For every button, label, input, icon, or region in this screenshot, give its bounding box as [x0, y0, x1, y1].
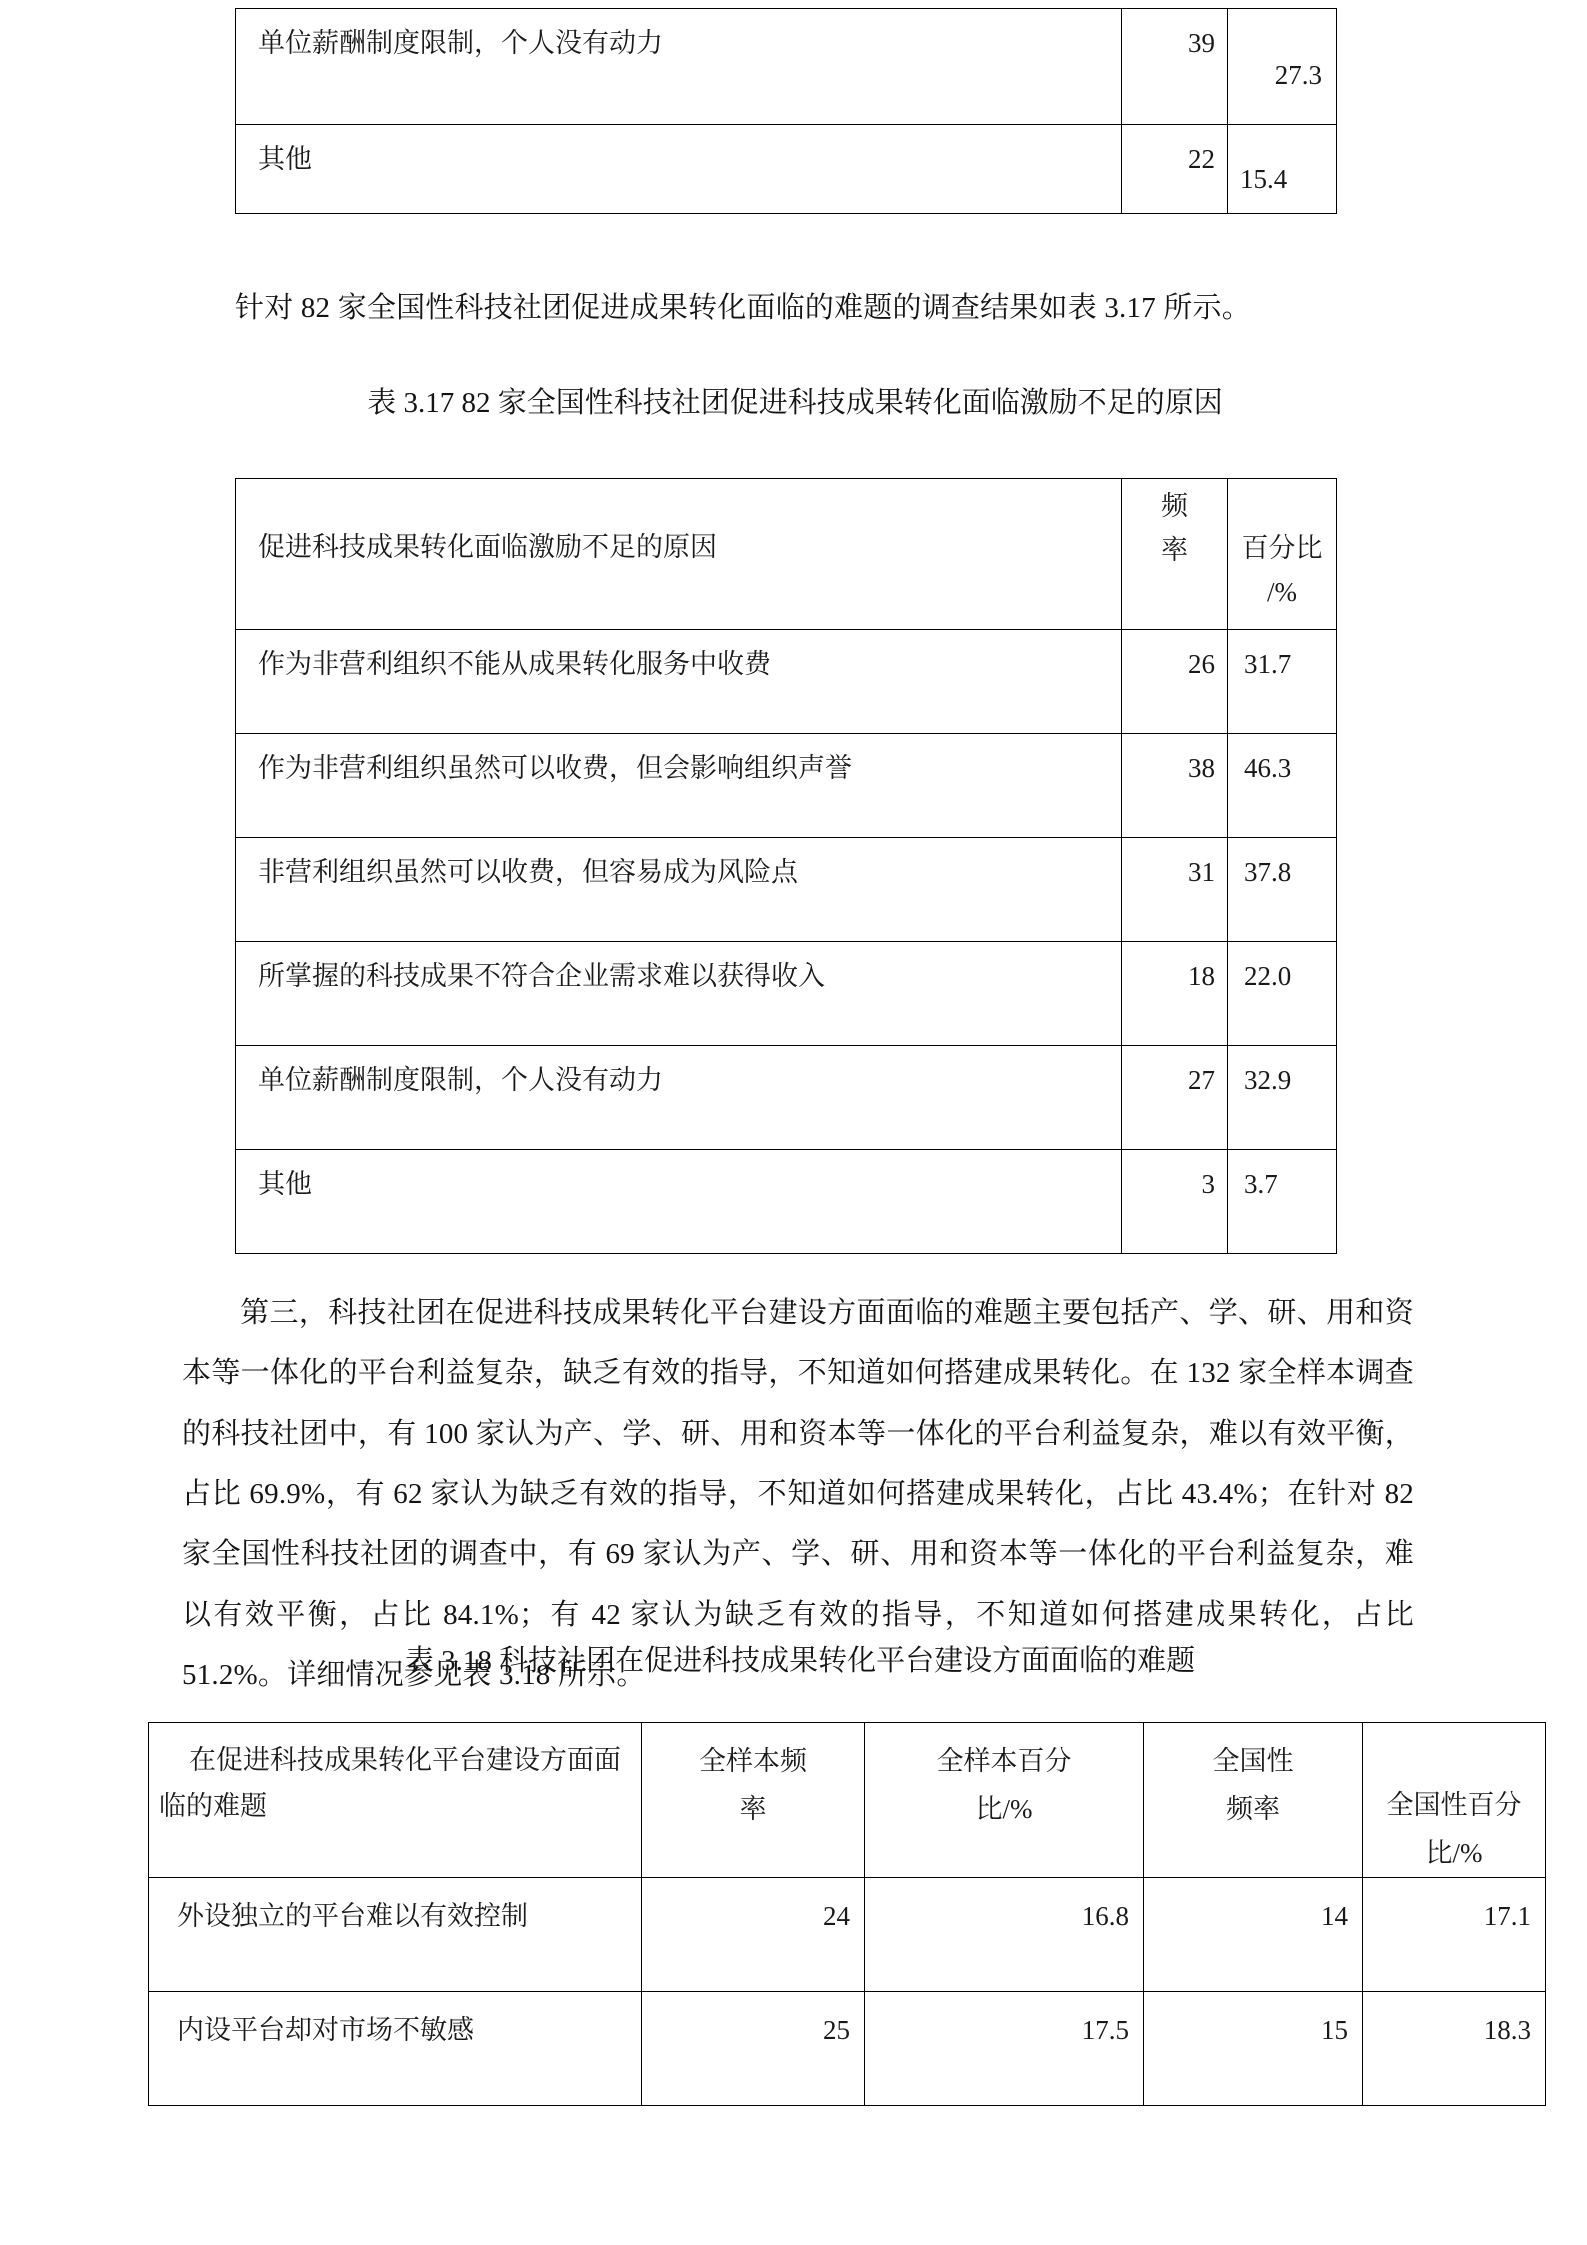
row-reason: 非营利组织虽然可以收费，但容易成为风险点 [258, 857, 798, 887]
column-header-difficulty-line2: 临的难题 [159, 1791, 267, 1822]
row-reason: 作为非营利组织不能从成果转化服务中收费 [258, 649, 771, 679]
table-row [236, 630, 1337, 734]
row-frequency: 27 [1188, 1065, 1215, 1095]
row-national-percent: 18.3 [1483, 2015, 1531, 2046]
table-row [236, 1046, 1337, 1150]
table-317-caption: 表 3.17 82 家全国性科技社团促进科技成果转化面临激励不足的原因 [367, 387, 1223, 419]
fragment-row-label: 其他 [258, 144, 312, 174]
table-header-row [236, 479, 1337, 630]
column-header-nat-pct-line2: 比/% [1425, 1838, 1483, 1869]
body-paragraph-text: 第三，科技社团在促进科技成果转化平台建设方面面临的难题主要包括产、学、研、用和资本等一体化的平台利益复杂，缺乏有效的指导，不知道如何搭建成果转化。在 132 家全样本调查的科技社团中，有 100 家认为产、学、研、用和资本等一体化的平台利益复杂，难以有效平衡，占比 69.9%，有 62 家认为缺乏有效的指导，不知道如何搭建成果转化，占比 43.4%；在针对 82 家全国性科技社团的调查中，有 69 家认为产、学、研、用和资本等一体化的平台利益复杂，难以有效平衡，占比 84.1%；有 42 家认为缺乏有效的指导，不知道如何搭建成果转化，占比 51.2%。详细情况参见表 3.18 所示。 [182, 1297, 1414, 1691]
row-reason: 单位薪酬制度限制，个人没有动力 [258, 1065, 663, 1095]
column-header-reason: 促进科技成果转化面临激励不足的原因 [258, 532, 717, 562]
column-header-nat-freq-line1: 全国性 [1212, 1746, 1294, 1776]
table-row [149, 1992, 1546, 2106]
column-header-frequency-line1: 频 [1161, 491, 1188, 521]
row-frequency: 18 [1188, 961, 1215, 991]
row-full-percent: 16.8 [1081, 1901, 1129, 1932]
row-percent: 37.8 [1244, 857, 1292, 887]
row-national-frequency: 15 [1321, 2015, 1348, 2046]
table-row [236, 1150, 1337, 1254]
row-percent: 3.7 [1244, 1169, 1278, 1199]
row-national-frequency: 14 [1321, 1901, 1348, 1932]
fragment-row-label: 单位薪酬制度限制，个人没有动力 [258, 28, 663, 58]
table-row [236, 125, 1337, 214]
column-header-full-freq-line2: 率 [739, 1794, 767, 1825]
column-header-frequency-line2: 率 [1161, 534, 1188, 565]
row-percent: 46.3 [1244, 753, 1292, 783]
row-reason: 所掌握的科技成果不符合企业需求难以获得收入 [258, 961, 825, 991]
fragment-row-frequency: 39 [1188, 28, 1215, 58]
row-frequency: 31 [1188, 857, 1215, 887]
table-header-row [149, 1723, 1546, 1878]
column-header-nat-freq-line2: 频率 [1226, 1794, 1280, 1825]
row-full-frequency: 24 [823, 1901, 850, 1932]
row-full-frequency: 25 [823, 2015, 850, 2046]
row-reason: 作为非营利组织虽然可以收费，但会影响组织声誉 [258, 753, 852, 783]
row-national-percent: 17.1 [1483, 1901, 1531, 1932]
table-318 [148, 1722, 1546, 2106]
table-row [236, 942, 1337, 1046]
row-full-percent: 17.5 [1081, 2015, 1129, 2046]
table-row [236, 838, 1337, 942]
table-row [149, 1878, 1546, 1992]
table-fragment-top [235, 8, 1337, 214]
row-percent: 22.0 [1244, 961, 1292, 991]
table-318-caption: 表 3.18 科技社团在促进科技成果转化平台建设方面面临的难题 [404, 1645, 1196, 1677]
column-header-full-pct-line2: 比/% [975, 1794, 1033, 1825]
table-row [236, 9, 1337, 125]
fragment-row-frequency: 22 [1188, 144, 1215, 174]
column-header-full-freq-line1: 全样本频 [699, 1746, 807, 1776]
intro-paragraph: 针对 82 家全国性科技社团促进成果转化面临的难题的调查结果如表 3.17 所示。 [235, 292, 1251, 324]
row-percent: 32.9 [1244, 1065, 1292, 1095]
row-frequency: 3 [1201, 1169, 1215, 1199]
fragment-row-percent: 27.3 [1274, 60, 1322, 90]
row-reason: 其他 [258, 1169, 312, 1199]
row-frequency: 26 [1188, 649, 1215, 679]
row-percent: 31.7 [1244, 649, 1292, 679]
row-difficulty: 内设平台却对市场不敏感 [177, 2015, 474, 2046]
fragment-row-percent: 15.4 [1240, 164, 1288, 194]
table-row [236, 734, 1337, 838]
column-header-percent-line2: /% [1267, 576, 1297, 607]
column-header-difficulty-line1: 在促进科技成果转化平台建设方面面 [189, 1745, 621, 1775]
column-header-percent-line1: 百分比 [1241, 533, 1323, 563]
row-frequency: 38 [1188, 753, 1215, 783]
column-header-full-pct-line1: 全样本百分 [936, 1746, 1072, 1776]
row-difficulty: 外设独立的平台难以有效控制 [177, 1901, 528, 1932]
table-317 [235, 478, 1337, 1254]
column-header-nat-pct-line1: 全国性百分 [1386, 1790, 1522, 1820]
